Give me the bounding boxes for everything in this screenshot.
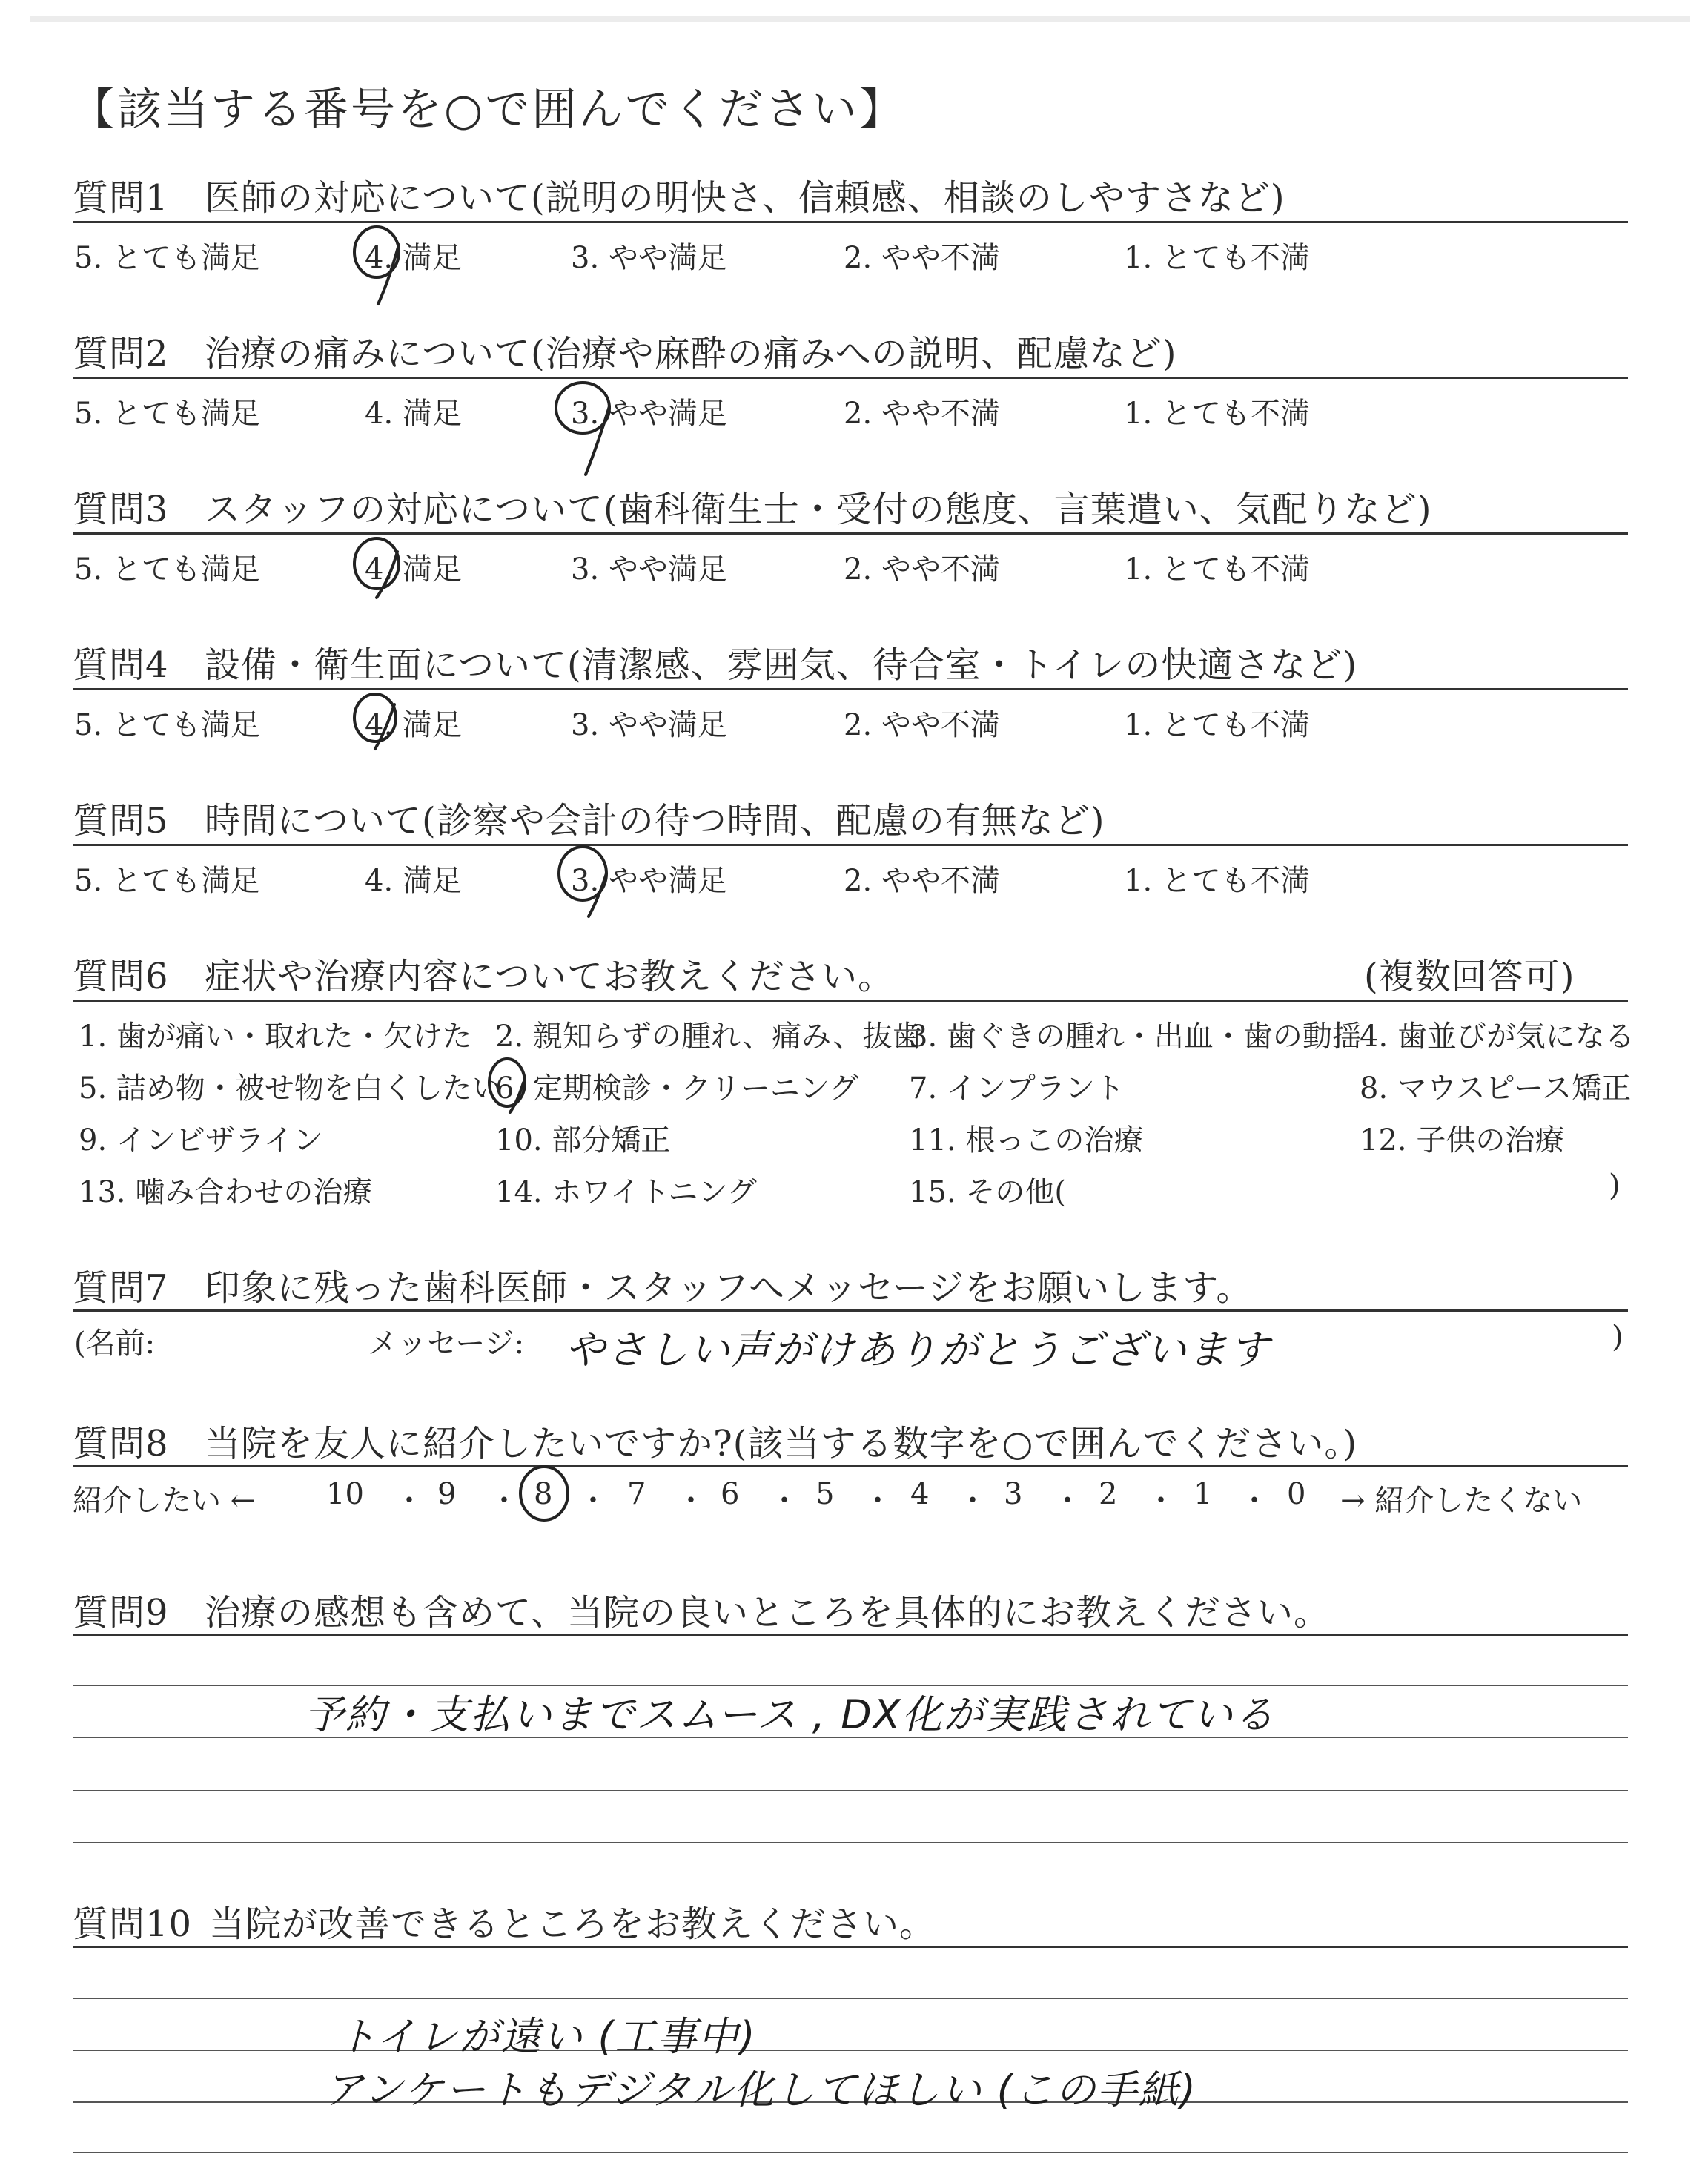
q5-option-4[interactable]: 4. 満足 <box>365 864 462 898</box>
q3-option-5[interactable]: 5. とても満足 <box>74 552 260 587</box>
q4-option-1[interactable]: 1. とても不満 <box>1124 708 1310 742</box>
q8-left-label: 紹介したい ← <box>73 1484 256 1518</box>
q6-item-4[interactable]: 4. 歯並びが気になる <box>1360 1020 1635 1054</box>
q3-option-1[interactable]: 1. とても不満 <box>1124 552 1310 587</box>
q8-dot: ・ <box>1053 1484 1082 1518</box>
q6-item-1[interactable]: 1. 歯が痛い・取れた・欠けた <box>79 1020 472 1054</box>
q7-message-handwritten[interactable]: やさしい声がけありがとうございます <box>565 1327 1271 1373</box>
q8-dot: ・ <box>769 1484 799 1518</box>
question-3-text: スタッフの対応について(歯科衛生士・受付の態度、言葉遣い、気配りなど) <box>205 489 1432 530</box>
q8-scale-5[interactable]: 5 <box>815 1477 835 1511</box>
q6-item-9[interactable]: 9. インビザライン <box>79 1123 323 1157</box>
q8-dot: ・ <box>1146 1484 1176 1518</box>
q6-item-11[interactable]: 11. 根っこの治療 <box>909 1123 1144 1157</box>
q8-scale-2[interactable]: 2 <box>1099 1477 1118 1511</box>
q4-option-5[interactable]: 5. とても満足 <box>74 708 260 742</box>
q3-option-4[interactable]: 4. 満足 <box>365 552 462 587</box>
question-9-rule <box>73 1634 1628 1636</box>
q8-scale-9[interactable]: 9 <box>437 1477 457 1511</box>
q6-item-3[interactable]: 3. 歯ぐきの腫れ・出血・歯の動揺 <box>909 1020 1362 1054</box>
q1-option-2[interactable]: 2. やや不満 <box>844 241 1000 275</box>
question-4-text: 設備・衛生面について(清潔感、雰囲気、待合室・トイレの快適さなど) <box>205 644 1358 686</box>
answer-line <box>73 1842 1628 1843</box>
answer-line <box>73 2050 1628 2051</box>
question-5-text: 時間について(診察や会計の待つ時間、配慮の有無など) <box>205 800 1105 842</box>
q2-option-5[interactable]: 5. とても満足 <box>74 397 260 431</box>
q8-dot: ・ <box>1239 1484 1269 1518</box>
q1-option-5[interactable]: 5. とても満足 <box>74 241 260 275</box>
q6-item-15[interactable]: 15. その他( <box>909 1175 1066 1209</box>
q8-dot: ・ <box>958 1484 987 1518</box>
question-10-text: 当院が改善できるところをお教えください。 <box>209 1903 936 1945</box>
q4-option-4[interactable]: 4. 満足 <box>365 708 462 742</box>
q4-option-2[interactable]: 2. やや不満 <box>844 708 1000 742</box>
question-10-label: 質問10 <box>73 1903 193 1945</box>
page-title: 【該当する番号を○で囲んでください】 <box>70 84 906 136</box>
q8-dot: ・ <box>489 1484 519 1518</box>
q8-dot: ・ <box>863 1484 893 1518</box>
q6-item-6[interactable]: 6. 定期検診・クリーニング <box>495 1071 859 1106</box>
q8-dot: ・ <box>394 1484 424 1518</box>
q5-option-3[interactable]: 3. やや満足 <box>571 864 727 898</box>
q6-other-close-paren: ) <box>1609 1169 1621 1203</box>
question-5-label: 質問5 <box>73 800 169 842</box>
question-6-rule <box>73 1000 1628 1002</box>
q6-item-2[interactable]: 2. 親知らずの腫れ、痛み、抜歯 <box>495 1020 922 1054</box>
q8-scale-8[interactable]: 8 <box>534 1477 553 1511</box>
question-1-text: 医師の対応について(説明の明快さ、信頼感、相談のしやすさなど) <box>205 177 1285 219</box>
q1-option-4[interactable]: 4. 満足 <box>365 241 462 275</box>
q6-item-14[interactable]: 14. ホワイトニング <box>495 1175 757 1209</box>
q2-option-2[interactable]: 2. やや不満 <box>844 397 1000 431</box>
q7-close-paren: ) <box>1612 1320 1623 1354</box>
q6-item-10[interactable]: 10. 部分矯正 <box>495 1123 671 1157</box>
question-4-rule <box>73 688 1628 690</box>
q10-answer-line-2[interactable]: アンケートもデジタル化してほしい (この手紙) <box>323 2067 1197 2113</box>
q8-dot: ・ <box>578 1484 608 1518</box>
answer-line <box>73 1998 1628 1999</box>
q1-option-3[interactable]: 3. やや満足 <box>571 241 727 275</box>
q6-item-5[interactable]: 5. 詰め物・被せ物を白くしたい <box>79 1071 502 1106</box>
question-6-label: 質問6 <box>73 956 169 997</box>
q8-right-label: → 紹介したくない <box>1340 1484 1583 1518</box>
q2-option-4[interactable]: 4. 満足 <box>365 397 462 431</box>
q8-scale-10[interactable]: 10 <box>326 1477 364 1511</box>
q10-answer-line-1[interactable]: トイレが遠い (工事中) <box>337 2013 757 2060</box>
question-9-text: 治療の感想も含めて、当院の良いところを具体的にお教えください。 <box>205 1592 1331 1634</box>
q8-scale-4[interactable]: 4 <box>910 1477 930 1511</box>
question-4-label: 質問4 <box>73 644 169 686</box>
q5-option-5[interactable]: 5. とても満足 <box>74 864 260 898</box>
question-7-text: 印象に残った歯科医師・スタッフへメッセージをお願いします。 <box>205 1267 1253 1309</box>
q8-dot: ・ <box>676 1484 706 1518</box>
q2-option-3[interactable]: 3. やや満足 <box>571 397 727 431</box>
q1-option-1[interactable]: 1. とても不満 <box>1124 241 1310 275</box>
q4-option-3[interactable]: 3. やや満足 <box>571 708 727 742</box>
q7-name-label: (名前: <box>74 1327 156 1361</box>
page-top-edge <box>30 16 1690 22</box>
q6-item-8[interactable]: 8. マウスピース矯正 <box>1360 1071 1632 1106</box>
question-6-note: (複数回答可) <box>1364 956 1575 997</box>
q8-scale-3[interactable]: 3 <box>1004 1477 1023 1511</box>
q8-scale-1[interactable]: 1 <box>1194 1477 1213 1511</box>
answer-line <box>73 1790 1628 1791</box>
question-2-text: 治療の痛みについて(治療や麻酔の痛みへの説明、配慮など) <box>205 333 1177 374</box>
q6-item-12[interactable]: 12. 子供の治療 <box>1360 1123 1565 1157</box>
q5-option-2[interactable]: 2. やや不満 <box>844 864 1000 898</box>
question-6-text: 症状や治療内容についてお教えください。 <box>205 956 895 997</box>
answer-line <box>73 2152 1628 2153</box>
q6-item-13[interactable]: 13. 噛み合わせの治療 <box>79 1175 373 1209</box>
question-8-text: 当院を友人に紹介したいですか?(該当する数字を○で囲んでください。) <box>205 1423 1358 1464</box>
q2-option-1[interactable]: 1. とても不満 <box>1124 397 1310 431</box>
q8-scale-7[interactable]: 7 <box>627 1477 646 1511</box>
q8-scale-0[interactable]: 0 <box>1287 1477 1306 1511</box>
question-1-label: 質問1 <box>73 177 169 219</box>
question-3-rule <box>73 532 1628 535</box>
question-9-label: 質問9 <box>73 1592 169 1634</box>
q6-item-7[interactable]: 7. インプラント <box>909 1071 1125 1106</box>
question-8-rule <box>73 1465 1628 1467</box>
question-3-label: 質問3 <box>73 489 169 530</box>
q5-option-1[interactable]: 1. とても不満 <box>1124 864 1310 898</box>
question-7-rule <box>73 1309 1628 1312</box>
question-2-label: 質問2 <box>73 333 169 374</box>
question-5-rule <box>73 844 1628 846</box>
question-8-label: 質問8 <box>73 1423 169 1464</box>
q3-option-3[interactable]: 3. やや満足 <box>571 552 727 587</box>
question-2-rule <box>73 377 1628 379</box>
question-7-label: 質問7 <box>73 1267 169 1309</box>
q9-answer-handwritten[interactable]: 予約・支払いまでスムース , DX化が実践されている <box>304 1691 1276 1738</box>
q7-message-label: メッセージ: <box>368 1327 525 1361</box>
question-1-rule <box>73 221 1628 223</box>
q3-option-2[interactable]: 2. やや不満 <box>844 552 1000 587</box>
q8-scale-6[interactable]: 6 <box>721 1477 740 1511</box>
question-10-rule <box>73 1946 1628 1948</box>
